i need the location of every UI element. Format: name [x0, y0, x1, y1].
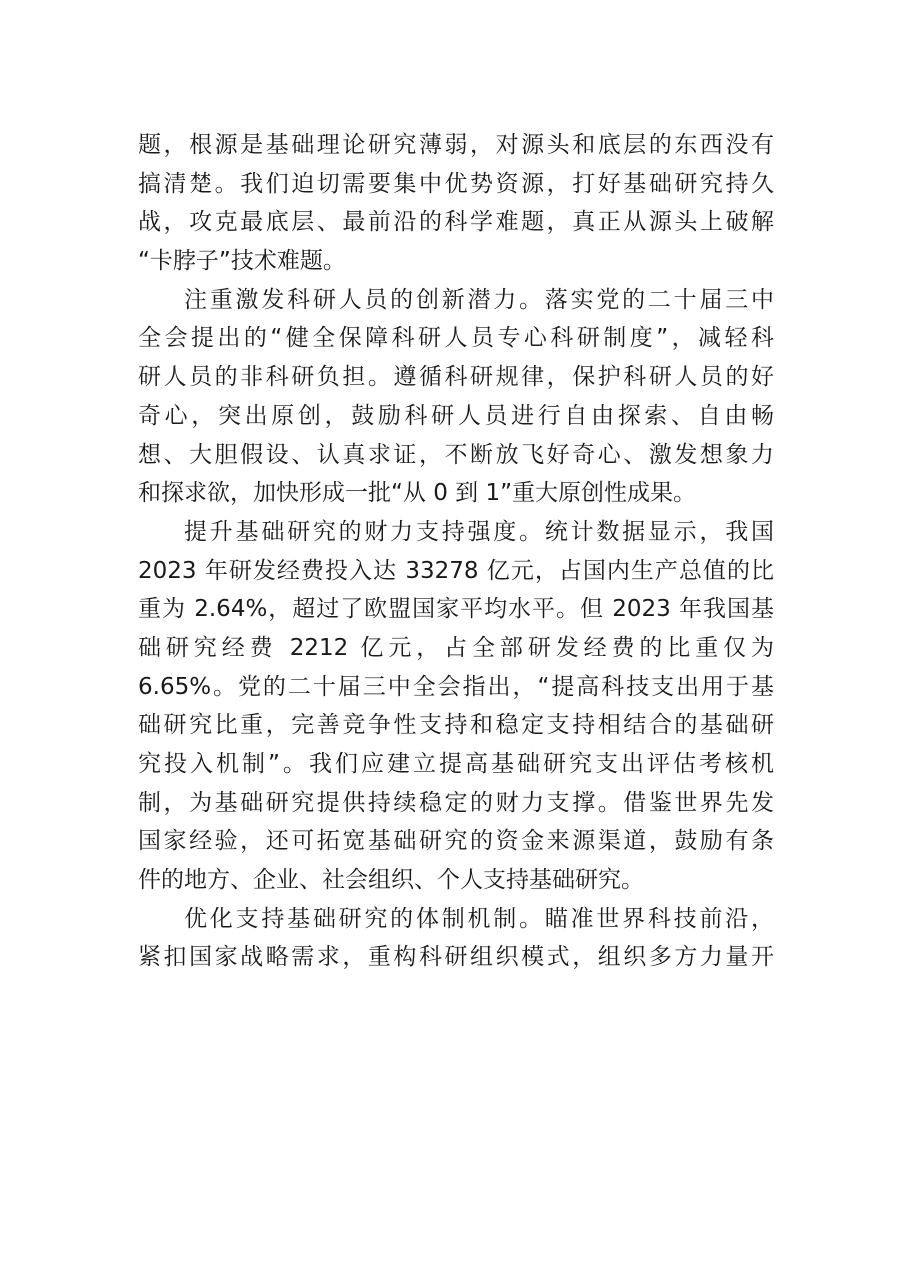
- text-line: 题，根源是基础理论研究薄弱，对源头和底层的东西没有: [138, 132, 774, 158]
- text-line: 件的地方、企业、社会组织、个人支持基础研究。: [138, 867, 644, 894]
- text-line: 2023 年研发经费投入达 33278 亿元，占国内生产总值的比: [138, 557, 774, 584]
- text-line: 搞清楚。我们迫切需要集中优势资源，打好基础研究持久: [138, 170, 774, 197]
- text-line: 制，为基础研究提供持续稳定的财力支撑。借鉴世界先发: [138, 789, 774, 816]
- text-line: “卡脖子”技术难题。: [138, 248, 346, 275]
- text-line: 础研究比重，完善竞争性支持和稳定支持相结合的基础研: [138, 712, 774, 739]
- text-line: 6.65%。党的二十届三中全会指出，“提高科技支出用于基: [138, 673, 774, 700]
- text-line: 提升基础研究的财力支持强度。统计数据显示，我国: [184, 518, 774, 545]
- body-text: [138, 126, 774, 977]
- text-line: 础研究经费 2212 亿元，占全部研发经费的比重仅为: [138, 634, 774, 661]
- text-line: 奇心，突出原创，鼓励科研人员进行自由探索、自由畅: [138, 402, 774, 429]
- text-line: 优化支持基础研究的体制机制。瞄准世界科技前沿，: [184, 905, 774, 932]
- text-line: 注重激发科研人员的创新潜力。落实党的二十届三中: [184, 286, 774, 313]
- text-line: 研人员的非科研负担。遵循科研规律，保护科研人员的好: [138, 364, 774, 391]
- text-line: 重为 2.64%，超过了欧盟国家平均水平。但 2023 年我国基: [138, 596, 774, 623]
- text-line: 紧扣国家战略需求，重构科研组织模式，组织多方力量开: [138, 944, 774, 971]
- text-line: 国家经验，还可拓宽基础研究的资金来源渠道，鼓励有条: [138, 828, 774, 855]
- text-line: 想、大胆假设、认真求证，不断放飞好奇心、激发想象力: [138, 441, 774, 468]
- text-line: 战，攻克最底层、最前沿的科学难题，真正从源头上破解: [138, 209, 774, 236]
- text-line: 和探求欲，加快形成一批“从 0 到 1”重大原创性成果。: [138, 480, 697, 507]
- text-line: 究投入机制”。我们应建立提高基础研究支出评估考核机: [138, 751, 774, 777]
- text-line: 全会提出的“健全保障科研人员专心科研制度”，减轻科: [138, 325, 774, 352]
